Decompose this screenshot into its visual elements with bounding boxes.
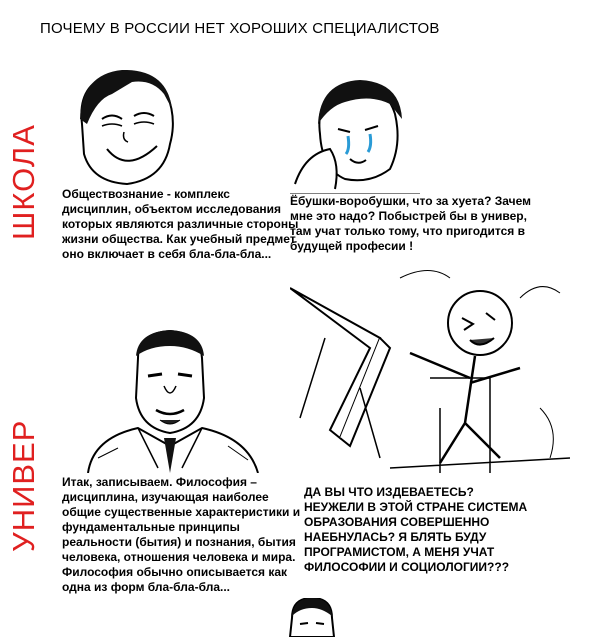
partial-face-drawing: [282, 598, 342, 637]
crying-face-drawing: [290, 74, 420, 194]
page-title: ПОЧЕМУ В РОССИИ НЕТ ХОРОШИХ СПЕЦИАЛИСТОВ: [40, 20, 440, 37]
section-label-univer: УНИВЕР: [6, 419, 41, 552]
school-teacher-speech: Обществознание - комплекс дисциплин, объектом исследования которых являются различные стороны жизни общества. Как учебный предмет оно включает в себя бла-бла-бла...: [62, 187, 299, 261]
section-label-school: ШКОЛА: [6, 124, 41, 240]
table-flip-drawing: [290, 258, 590, 478]
smiling-face-drawing: [72, 64, 182, 194]
lecturer-portrait-drawing: [78, 328, 268, 473]
school-student-speech: Ёбушки-воробушки, что за хуета? Зачем мне это надо? Побыстрей бы в универ, там учат только тому, что пригодится в будущей професии !: [290, 194, 532, 253]
univer-teacher-speech: Итак, записываем. Философия – дисциплина, изучающая наиболее общие существенные характеристики и фундаментальные принципы реальности (бытия) и познания, бытия человека, отношения человека и мира. Философия обычно описывается как одна из форм бла-бла-бла...: [62, 475, 301, 594]
univer-student-speech: ДА ВЫ ЧТО ИЗДЕВАЕТЕСЬ? НЕУЖЕЛИ В ЭТОЙ СТРАНЕ СИСТЕМА ОБРАЗОВАНИЯ СОВЕРШЕННО НАЕБНУЛАСЬ? Я БЛЯТЬ БУДУ ПРОГРАМИСТОМ, А МЕНЯ УЧАТ ФИЛОСОФИИ И СОЦИОЛОГИИ???: [304, 485, 528, 574]
